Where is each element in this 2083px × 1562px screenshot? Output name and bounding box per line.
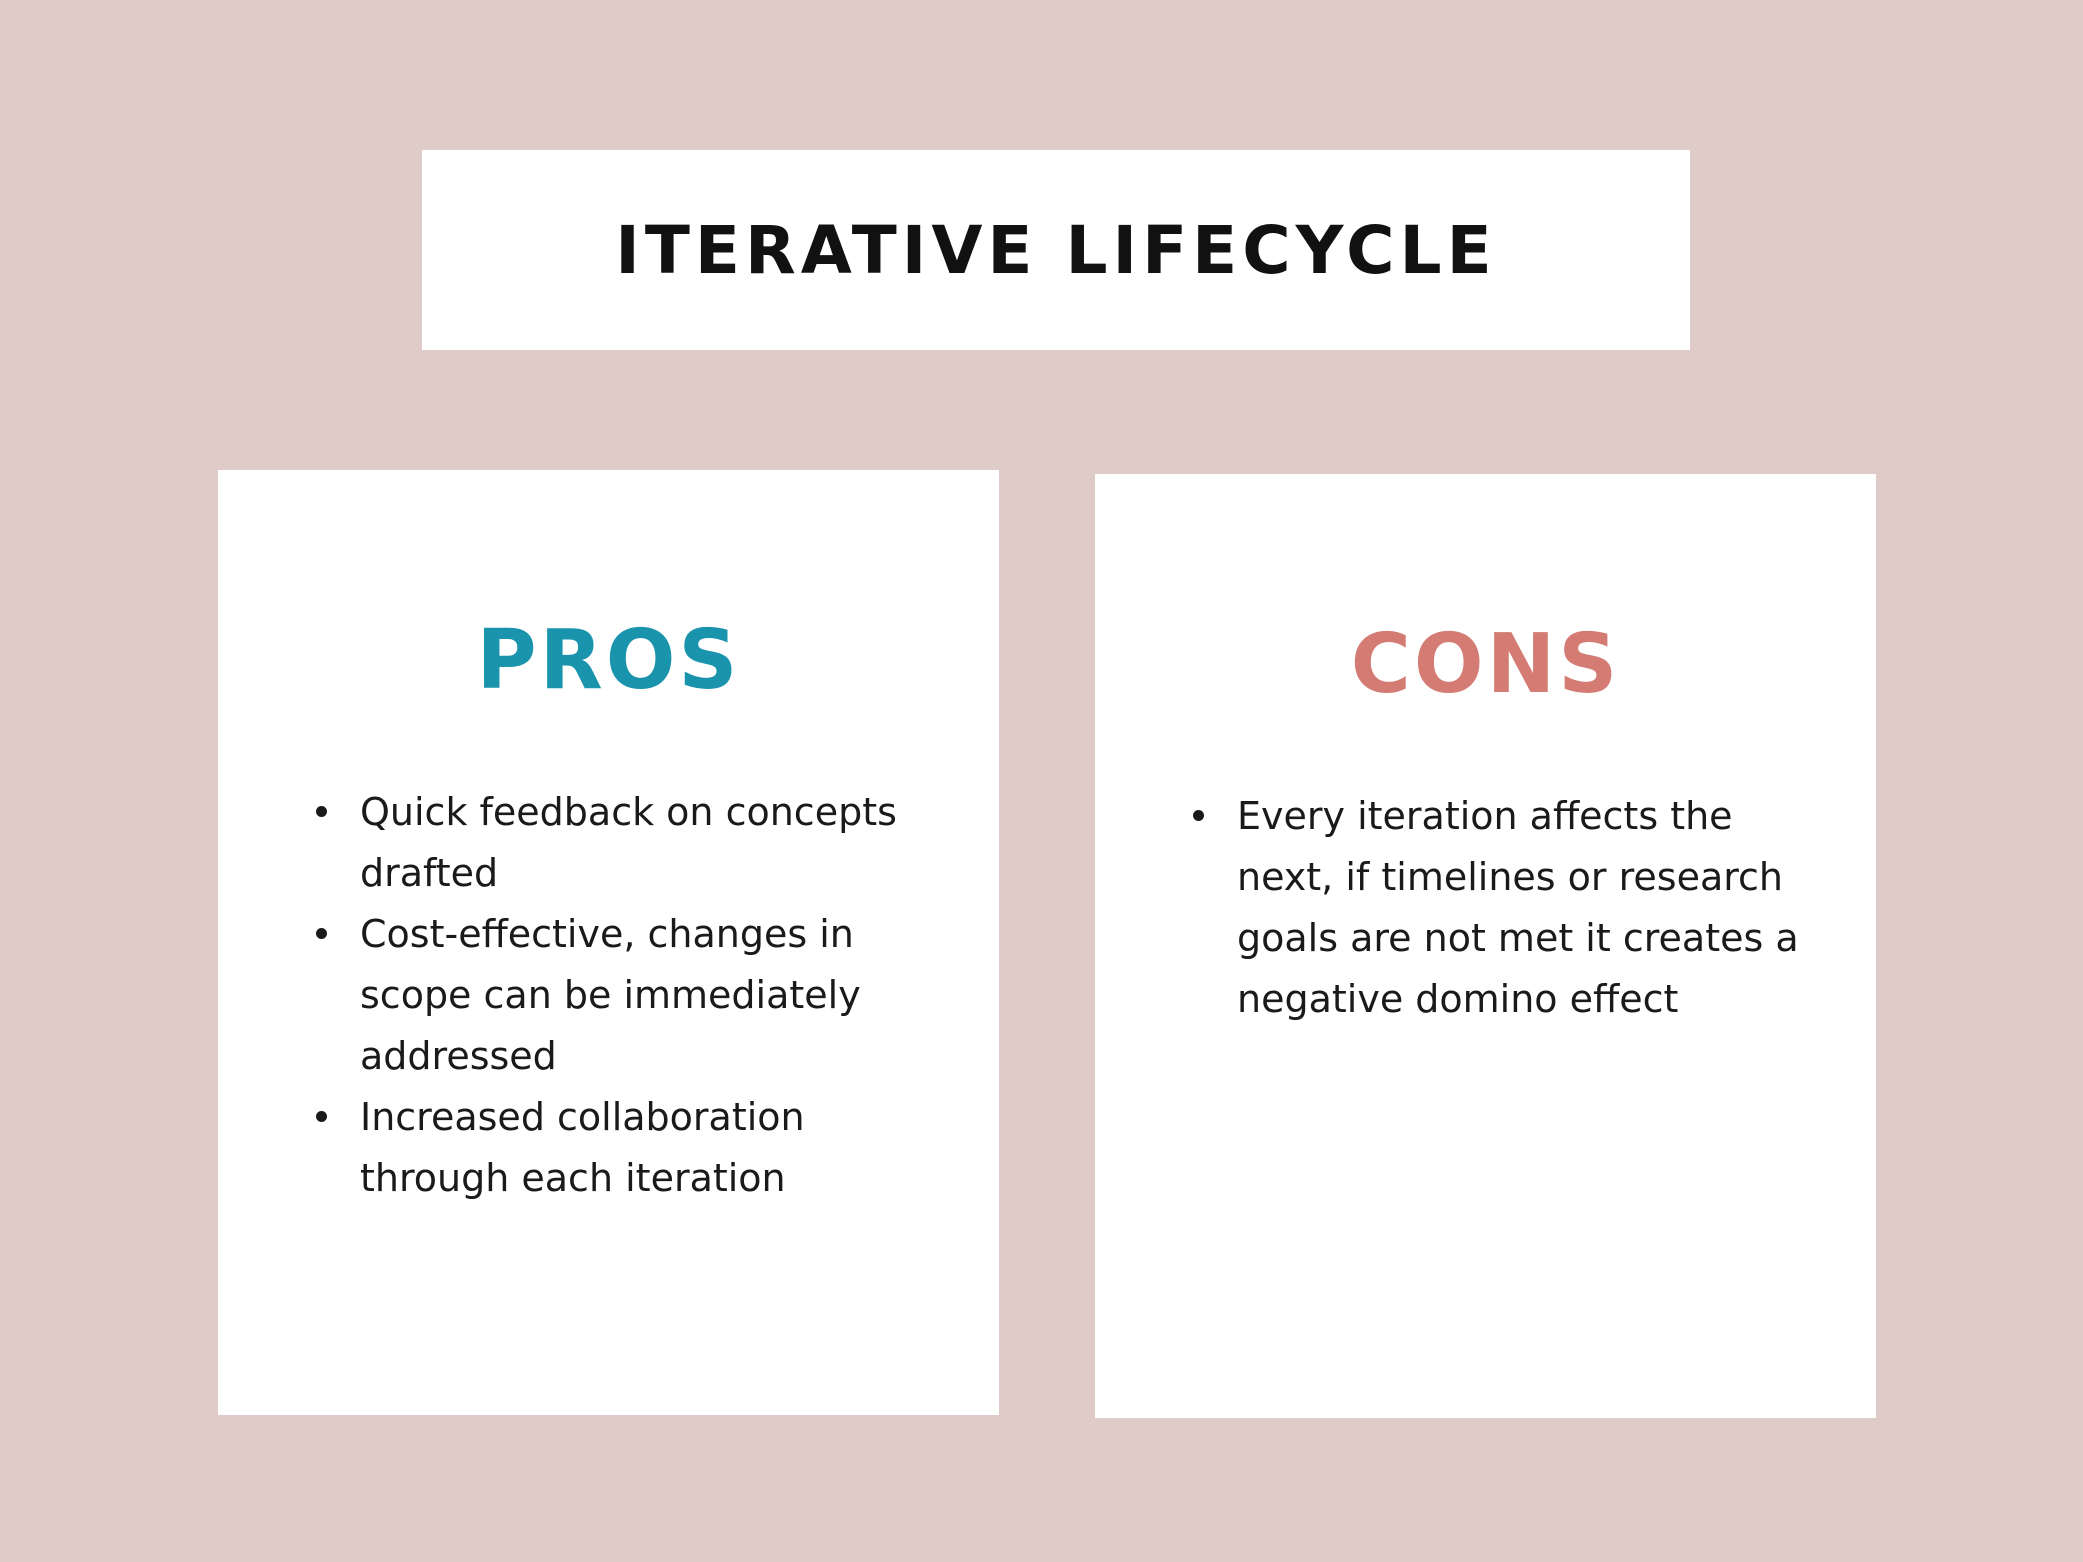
pros-list-item <box>316 782 956 904</box>
pros-list-item <box>316 1087 956 1209</box>
cons-heading: CONS <box>1350 617 1621 712</box>
bullet-icon <box>1193 810 1204 821</box>
bullet-icon <box>316 1111 327 1122</box>
cons-list-item <box>1193 786 1833 1030</box>
pros-item-text: Increased collaboration through each iteration <box>360 1095 805 1200</box>
page-title: ITERATIVE LIFECYCLE <box>615 211 1497 289</box>
cons-list <box>1193 786 1833 1030</box>
pros-item-text: Quick feedback on concepts drafted <box>360 790 897 895</box>
cons-item-text: Every iteration affects the next, if timelines or research goals are not met it creates a negative domino effect <box>1237 794 1799 1021</box>
title-box <box>422 150 1690 350</box>
bullet-icon <box>316 928 327 939</box>
pros-item-text: Cost-effective, changes in scope can be immediately addressed <box>360 912 861 1078</box>
bullet-icon <box>316 806 327 817</box>
pros-list <box>316 782 956 1209</box>
cons-card <box>1095 474 1876 1418</box>
pros-heading: PROS <box>476 613 741 708</box>
pros-list-item <box>316 904 956 1087</box>
pros-card <box>218 470 999 1415</box>
